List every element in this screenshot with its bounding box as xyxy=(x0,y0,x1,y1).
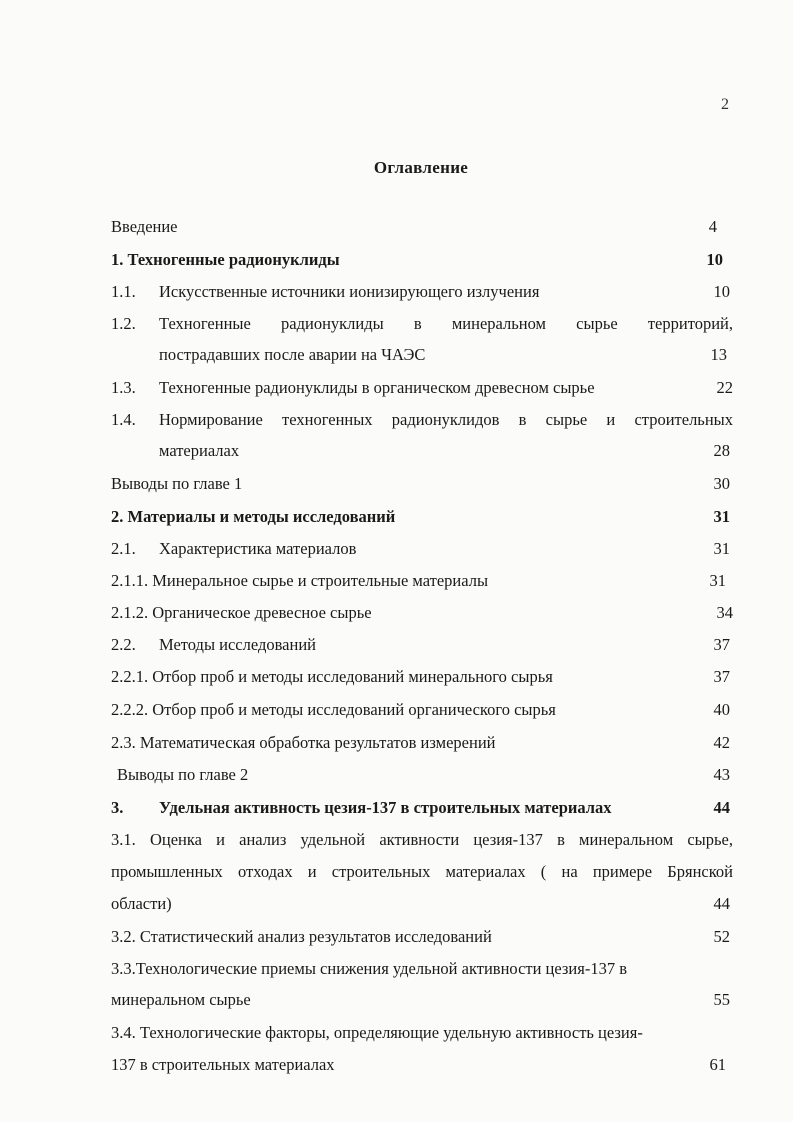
toc-title: Оглавление xyxy=(373,158,469,177)
toc-entry-text: 3.2. Статистический анализ результатов исследований xyxy=(111,927,492,946)
toc-entry-text: Введение xyxy=(111,217,178,236)
page-number: 2 xyxy=(721,96,729,113)
toc-entry-page: 13 xyxy=(710,345,727,364)
toc-entry-page: 31 xyxy=(713,539,730,558)
toc-entry-number: 2.2. xyxy=(111,635,136,654)
toc-entry-number: 1.3. xyxy=(111,378,136,397)
toc-entry-text: пострадавших после аварии на ЧАЭС xyxy=(159,345,426,364)
toc-entry-text: Нормирование техногенных радионуклидов в сырье и строительных xyxy=(159,410,733,429)
toc-entry-text: 3.3.Технологические приемы снижения удельной активности цезия-137 в xyxy=(111,959,628,978)
toc-entry-page: 44 xyxy=(713,894,730,913)
toc-entry-text: Искусственные источники ионизирующего излучения xyxy=(159,282,540,301)
toc-entry-text: 3.4. Технологические факторы, определяющие удельную активность цезия- xyxy=(111,1023,643,1042)
toc-entry-text: промышленных отходах и строительных материалах ( на примере Брянской xyxy=(111,862,733,881)
toc-entry-page: 4 xyxy=(708,217,717,236)
toc-entry-text: материалах xyxy=(159,441,240,460)
toc-entry-number: 3. xyxy=(111,798,124,817)
toc-entry-text: области) xyxy=(111,894,172,913)
toc-entry-text: Методы исследований xyxy=(159,635,316,654)
toc-entry-page: 61 xyxy=(709,1055,726,1074)
toc-entry-page: 30 xyxy=(713,474,730,493)
toc-entry-text: 137 в строительных материалах xyxy=(111,1055,335,1074)
toc-entry-page: 34 xyxy=(716,603,733,622)
toc-entry-number: 1.2. xyxy=(111,314,136,333)
toc-entry-page: 22 xyxy=(716,378,733,397)
toc-entry-page: 28 xyxy=(713,441,730,460)
toc-entry-page: 55 xyxy=(713,990,730,1009)
toc-entry-text: 2. Материалы и методы исследований xyxy=(111,507,396,526)
toc-entry-page: 31 xyxy=(713,507,730,526)
toc-entry-number: 1.4. xyxy=(111,410,136,429)
toc-entry-page: 52 xyxy=(713,927,730,946)
toc-entry-page: 40 xyxy=(713,700,730,719)
toc-entry-page: 37 xyxy=(713,667,730,686)
toc-entry-text: 2.1.2. Органическое древесное сырье xyxy=(111,603,372,622)
toc-entry-text: минеральном сырье xyxy=(111,990,251,1009)
toc-entry-page: 10 xyxy=(706,250,723,269)
toc-entry-text: 3.1. Оценка и анализ удельной активности цезия-137 в минеральном сырье, xyxy=(111,830,733,849)
toc-entry-page: 37 xyxy=(713,635,730,654)
toc-entry-page: 42 xyxy=(713,733,730,752)
toc-entry-text: Удельная активность цезия-137 в строительных материалах xyxy=(159,798,612,817)
toc-entry-text: 2.2.1. Отбор проб и методы исследований минерального сырья xyxy=(111,667,553,686)
toc-entry-text: 2.2.2. Отбор проб и методы исследований органического сырья xyxy=(111,700,556,719)
toc-entry-text: Выводы по главе 2 xyxy=(117,765,249,784)
toc-entry-text: Техногенные радионуклиды в минеральном сырье территорий, xyxy=(159,314,733,333)
toc-entry-number: 1.1. xyxy=(111,282,136,301)
toc-entry-text: 1. Техногенные радионуклиды xyxy=(111,250,340,269)
toc-entry-page: 43 xyxy=(713,765,730,784)
toc-entry-text: Выводы по главе 1 xyxy=(111,474,243,493)
toc-entry-text: 2.3. Математическая обработка результатов измерений xyxy=(111,733,496,752)
toc-entry-page: 44 xyxy=(713,798,730,817)
toc-entry-page: 10 xyxy=(713,282,730,301)
toc-entry-text: Техногенные радионуклиды в органическом древесном сырье xyxy=(159,378,595,397)
toc-entry-text: 2.1.1. Минеральное сырье и строительные материалы xyxy=(111,571,489,590)
toc-entry-text: Характеристика материалов xyxy=(159,539,357,558)
toc-entry-page: 31 xyxy=(709,571,726,590)
toc-entry-number: 2.1. xyxy=(111,539,136,558)
